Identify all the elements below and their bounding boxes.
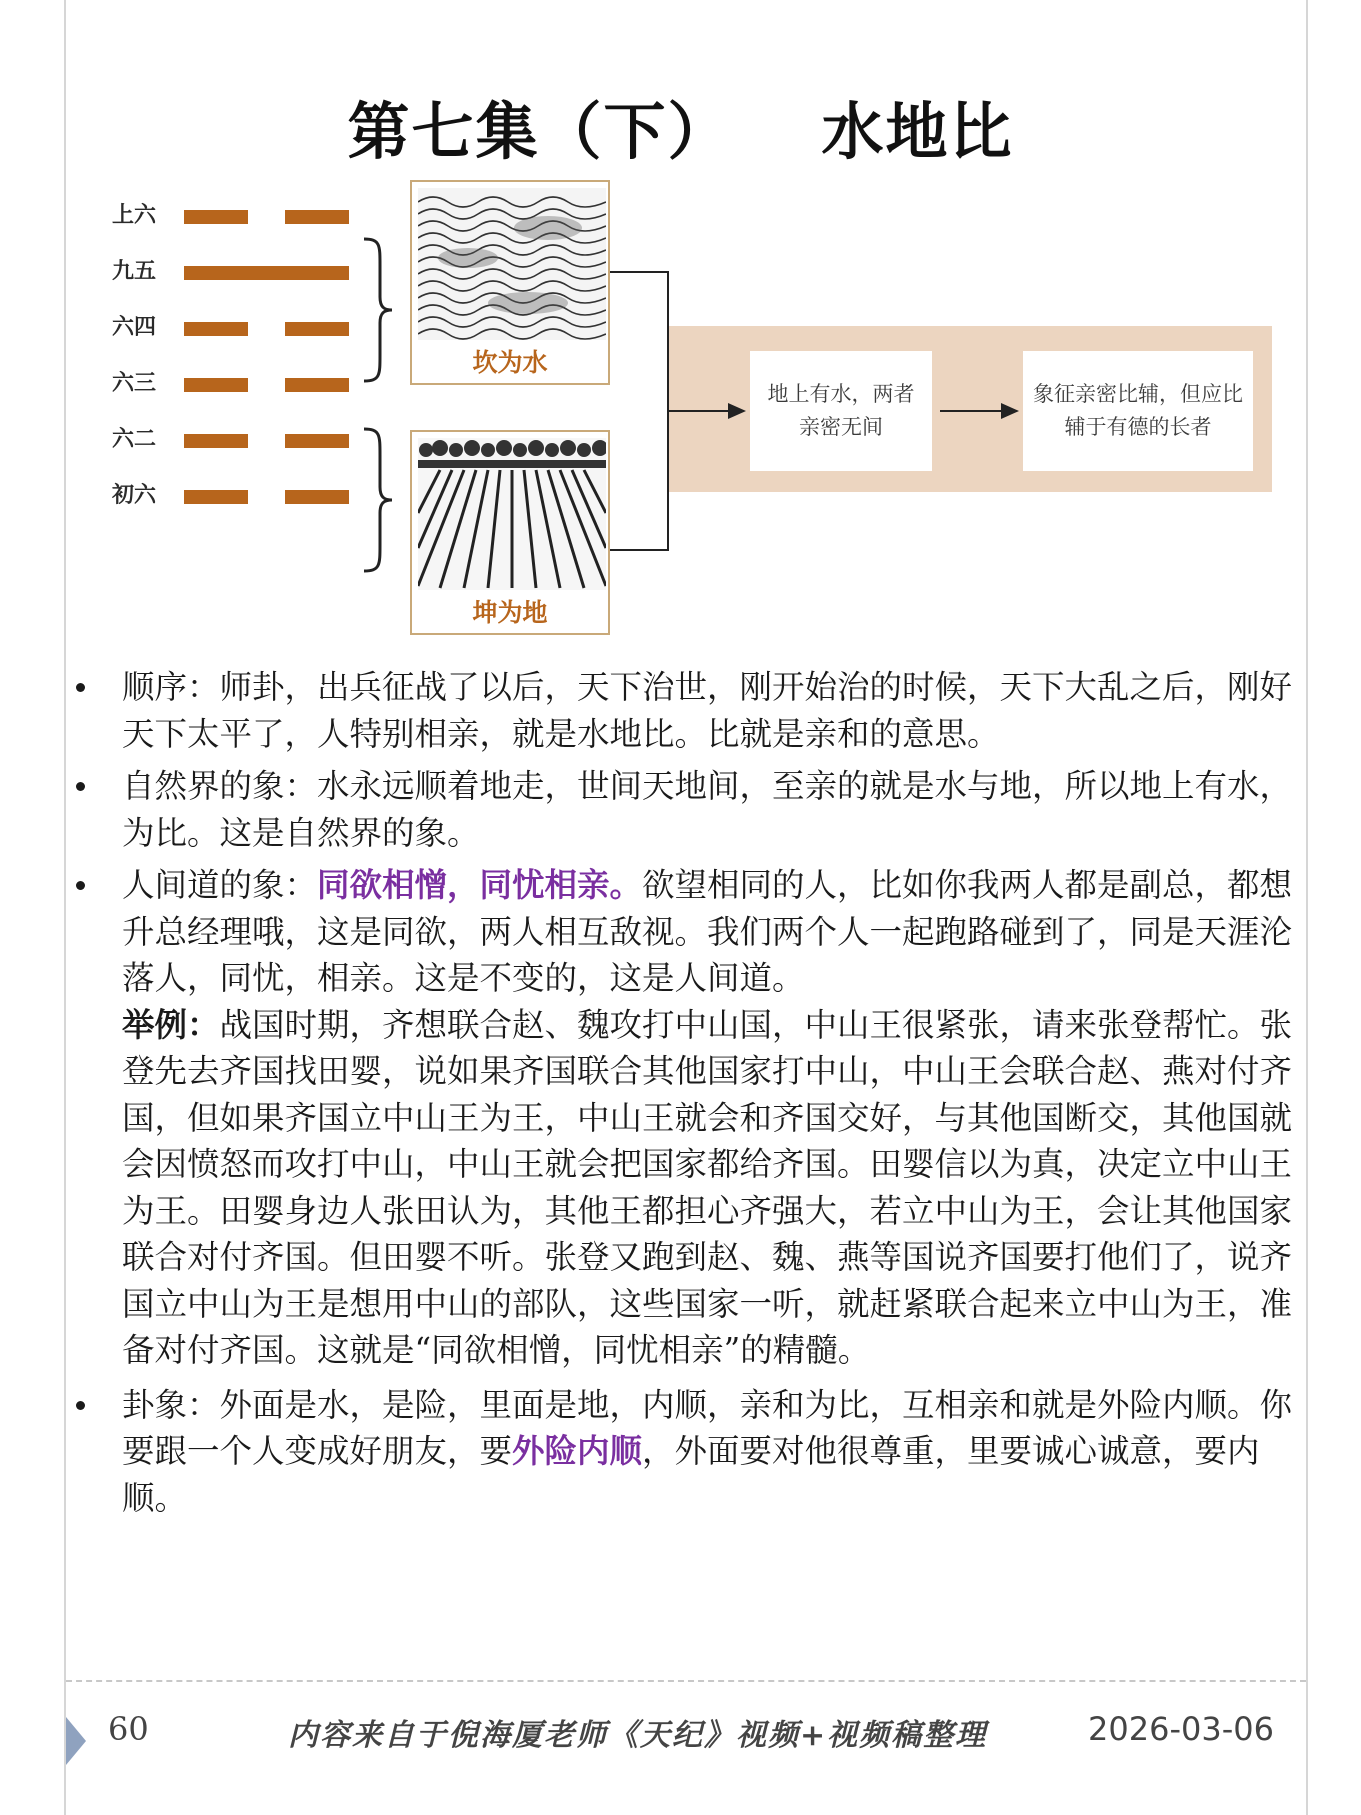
upper-brace <box>360 235 396 385</box>
yin-line-left <box>184 490 248 504</box>
yin-line-right <box>285 490 349 504</box>
yin-line-right <box>285 434 349 448</box>
bullet-text: 欲望相同的人，比如你我两人都是副总，都想升总经理哦，这是同欲，两人相互敌视。我们两个人一起跑路碰到了，同是天涯沦落人，同忧，相亲。这是不变的，这是人间道。 <box>122 866 1293 997</box>
line-label: 上六 <box>112 203 157 228</box>
yin-line-left <box>184 434 248 448</box>
meaning-box-2: 象征亲密比辅，但应比辅于有德的长者 <box>1023 351 1253 471</box>
page-left-border <box>64 0 66 1815</box>
footer-source: 内容来自于倪海厦老师《天纪》视频+视频稿整理 <box>288 1718 988 1753</box>
page-title <box>0 92 1361 172</box>
lower-trigram-caption: 坤为地 <box>472 598 548 627</box>
bullet-dot <box>76 683 85 692</box>
title-main: 第七集（下） <box>347 95 732 168</box>
yin-line-right <box>285 378 349 392</box>
page-right-border <box>1306 0 1308 1815</box>
yin-line-right <box>285 210 349 224</box>
bullet-prefix: 人间道的象： <box>122 866 318 904</box>
page-number: 60 <box>108 1710 149 1748</box>
title-sub: 水地比 <box>821 95 1014 168</box>
example-label: 举例： <box>122 1004 220 1044</box>
content-bullets <box>76 664 1301 1521</box>
bullet-text: 顺序：师卦，出兵征战了以后，天下治世，刚开始治的时候，天下大乱之后，刚好天下太平了，人特别相亲，就是水地比。比就是亲和的意思。 <box>122 668 1293 753</box>
bullet-human-way <box>76 862 1301 1374</box>
yin-line-right <box>285 322 349 336</box>
bullet-dot <box>76 1401 85 1410</box>
bullet-dot <box>76 782 85 791</box>
highlight-phrase: 外险内顺 <box>512 1431 643 1470</box>
bullet-hexagram-image <box>76 1382 1301 1522</box>
line-label: 六二 <box>112 427 157 452</box>
yin-line-left <box>184 378 248 392</box>
bullet-order <box>76 664 1301 757</box>
yin-line-left <box>184 322 248 336</box>
footer-triangle-icon <box>66 1717 86 1765</box>
yang-line <box>184 266 349 280</box>
bullet-text: ，外面要对他很尊重，里要诚心诚意，要内顺。 <box>122 1432 1260 1517</box>
line-label: 九五 <box>112 259 157 284</box>
water-waves-illustration <box>418 188 606 340</box>
water-image-card <box>410 180 610 385</box>
bullet-text: 自然界的象：水永远顺着地走，世间天地间，至亲的就是水与地，所以地上有水，为比。这是自然界的象。 <box>122 767 1293 852</box>
meaning-box-1: 地上有水，两者亲密无间 <box>750 351 932 471</box>
line-label: 初六 <box>112 483 157 508</box>
bullet-nature <box>76 763 1301 856</box>
bullet-dot <box>76 881 85 890</box>
footer-divider <box>66 1680 1306 1682</box>
upper-trigram-caption: 坎为水 <box>472 348 548 377</box>
bullet-prefix: 卦象：外面是水，是险，里面是地，内顺，亲和为比，互相亲和就是外险内顺。你要跟一个人变成好朋友，要 <box>122 1385 1293 1470</box>
earth-field-illustration <box>418 438 606 590</box>
line-label: 六四 <box>112 315 157 340</box>
yin-line-left <box>184 210 248 224</box>
example-text: 战国时期，齐想联合赵、魏攻打中山国，中山王很紧张，请来张登帮忙。张登先去齐国找田婴，说如果齐国联合其他国家打中山，中山王会联合赵、燕对付齐国，但如果齐国立中山王为王，中山王就会和齐国交好，与其他国断交，其他国就会因愤怒而攻打中山，中山王就会把国家都给齐国。田婴信以为真，决定立中山王为王。田婴身边人张田认为，其他王都担心齐强大，若立中山为王，会让其他国家联合对付齐国。但田婴不听。张登又跑到赵、魏、燕等国说齐国要打他们了，说齐国立中山为王是想用中山的部队，这些国家一听，就赶紧联合起来立中山为王，准备对付齐国。这就是“同欲相憎，同忧相亲”的精髓。 <box>122 1005 1293 1369</box>
lower-brace <box>360 425 396 575</box>
earth-image-card <box>410 430 610 635</box>
footer-date: 2026-03-06 <box>1088 1710 1274 1748</box>
line-label: 六三 <box>112 371 157 396</box>
highlight-phrase: 同欲相憎，同忧相亲。 <box>317 865 643 904</box>
